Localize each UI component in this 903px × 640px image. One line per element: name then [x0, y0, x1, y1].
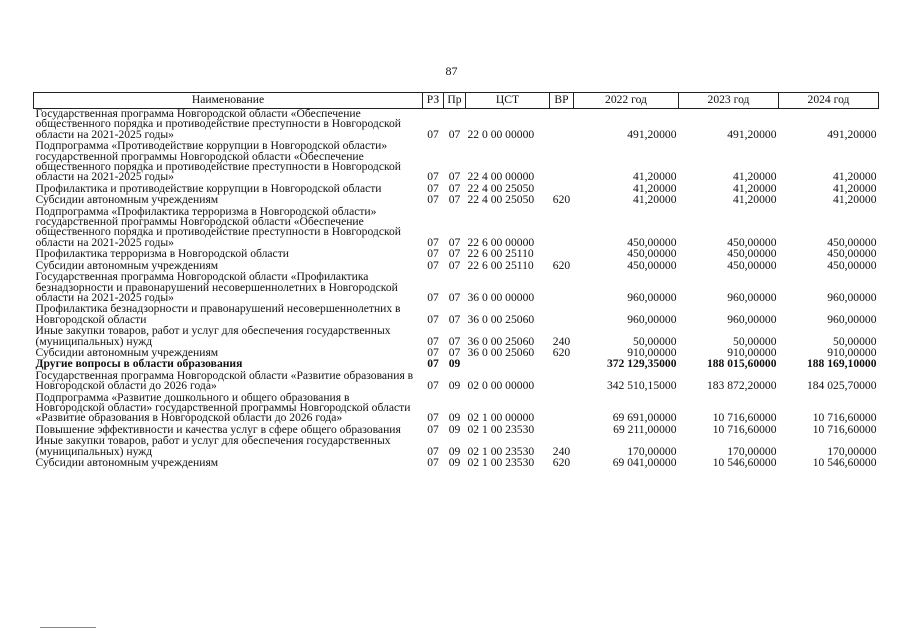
row-name: Подпрограмма «Противодействие коррупции в Новгородской области» государственной программы Новгородской области «Обеспечение общественного порядка и противодействие преступности в Новгородской области на 2021-2025 годы» — [35, 139, 402, 184]
table-row — [34, 109, 879, 141]
row-value-2023: 491,20000 — [727, 127, 777, 141]
row-rz: 07 — [427, 181, 439, 195]
row-value-2024: 184 025,70000 — [806, 379, 877, 393]
row-value-2024: 450,00000 — [827, 235, 877, 249]
header-rz: РЗ — [423, 93, 444, 109]
page-number: 87 — [445, 64, 458, 78]
header-name: Наименование — [34, 93, 423, 109]
header-vr: ВР — [550, 93, 574, 109]
row-value-2024: 50,00000 — [833, 334, 877, 348]
row-value-2022: 450,00000 — [627, 258, 677, 272]
row-value-2023: 960,00000 — [727, 290, 777, 304]
row-rz: 07 — [427, 193, 439, 207]
row-value-2024: 491,20000 — [827, 127, 877, 141]
row-name: Профилактика безнадзорности и правонарушений несовершеннолетних в Новгородской области — [35, 302, 401, 326]
row-value-2022: 450,00000 — [627, 235, 677, 249]
row-pr: 09 — [448, 411, 461, 425]
row-value-2022: 69 041,00000 — [612, 456, 677, 469]
row-value-2023: 41,20000 — [733, 193, 777, 207]
row-name: Иные закупки товаров, работ и услуг для обеспечения государственных (муниципальных) нужд — [35, 324, 391, 348]
row-rz: 07 — [427, 357, 439, 371]
row-rz: 07 — [427, 379, 439, 393]
row-pr: 07 — [448, 235, 461, 249]
header-2022: 2022 год — [574, 93, 679, 109]
row-value-2022: 910,00000 — [627, 345, 677, 359]
row-vr — [550, 271, 574, 303]
row-name: Государственная программа Новгородской области «Профилактика безнадзорности и правонарушений несовершеннолетних в Новгородской области на 2021-2025 годы» — [35, 270, 398, 304]
row-value-2024: 10 716,60000 — [812, 411, 877, 425]
row-vr — [550, 370, 574, 392]
row-vr: 620 — [552, 456, 571, 469]
footer-rule — [40, 627, 96, 628]
header-cst: ЦСТ — [466, 93, 550, 109]
row-rz: 07 — [427, 258, 439, 272]
row-value-2023: 170,00000 — [727, 444, 777, 458]
row-name: Иные закупки товаров, работ и услуг для обеспечения государственных (муниципальных) нужд — [35, 434, 391, 458]
row-rz: 07 — [427, 247, 439, 261]
row-name: Повышение эффективности и качества услуг в сфере общего образования — [35, 422, 401, 436]
row-cst: 36 0 00 25060 — [467, 312, 535, 326]
row-value-2024: 10 546,60000 — [812, 456, 877, 469]
row-value-2023: 450,00000 — [727, 247, 777, 261]
budget-table — [33, 92, 879, 468]
row-cst: 22 4 00 25050 — [467, 193, 535, 207]
row-cst: 36 0 00 25060 — [467, 334, 535, 348]
row-vr — [550, 424, 574, 435]
row-pr: 07 — [448, 247, 461, 261]
row-pr: 07 — [448, 290, 461, 304]
table-row — [34, 370, 879, 392]
row-vr: 620 — [552, 193, 571, 207]
row-rz: 07 — [427, 170, 439, 184]
row-value-2023: 41,20000 — [733, 170, 777, 184]
table-row — [34, 392, 879, 424]
row-pr: 07 — [448, 170, 461, 184]
row-vr — [550, 358, 574, 369]
row-vr — [550, 206, 574, 249]
row-value-2024: 10 716,60000 — [812, 422, 877, 436]
row-value-2023: 960,00000 — [727, 312, 777, 326]
row-cst: 22 4 00 00000 — [467, 170, 535, 184]
row-vr: 620 — [552, 345, 571, 359]
row-value-2024: 960,00000 — [827, 312, 877, 326]
row-value-2022: 41,20000 — [633, 193, 677, 207]
row-rz: 07 — [427, 127, 439, 141]
row-vr — [550, 140, 574, 183]
row-name: Профилактика и противодействие коррупции в Новгородской области — [35, 181, 382, 195]
row-name: Другие вопросы в области образования — [35, 357, 243, 371]
header-pr: Пр — [444, 93, 466, 109]
table-row — [34, 457, 879, 468]
row-value-2022: 50,00000 — [633, 334, 677, 348]
row-rz: 07 — [427, 235, 439, 249]
row-vr — [550, 303, 574, 325]
row-value-2024: 450,00000 — [827, 247, 877, 261]
row-cst: 02 0 00 00000 — [467, 379, 535, 393]
row-cst: 22 4 00 25050 — [467, 181, 535, 195]
row-pr: 09 — [448, 379, 461, 393]
row-value-2024: 41,20000 — [833, 193, 877, 207]
row-cst: 36 0 00 00000 — [467, 290, 535, 304]
row-value-2023: 188 015,60000 — [706, 357, 777, 371]
table-row — [34, 271, 879, 303]
row-rz: 07 — [427, 422, 439, 436]
row-vr: 620 — [552, 258, 571, 272]
row-value-2024: 41,20000 — [833, 181, 877, 195]
row-name: Государственная программа Новгородской области «Развитие образования в Новгородской области до 2026 года» — [35, 368, 414, 393]
row-name: Подпрограмма «Профилактика терроризма в Новгородской области» государственной программы Новгородской области «Обеспечение общественного порядка и противодействие преступности в Новгородской области на 2021-2025 годы» — [35, 204, 402, 249]
row-name: Профилактика терроризма в Новгородской области — [35, 247, 289, 261]
row-rz: 07 — [427, 456, 439, 469]
row-value-2023: 10 716,60000 — [712, 411, 777, 425]
row-value-2024: 450,00000 — [827, 258, 877, 272]
row-value-2023: 910,00000 — [727, 345, 777, 359]
table-row — [34, 194, 879, 205]
row-vr: 240 — [552, 334, 571, 348]
row-pr: 07 — [448, 334, 461, 348]
header-2023: 2023 год — [679, 93, 779, 109]
row-value-2024: 170,00000 — [827, 444, 877, 458]
table-body — [34, 109, 879, 469]
row-value-2024: 188 169,10000 — [806, 357, 877, 371]
row-value-2023: 450,00000 — [727, 258, 777, 272]
row-value-2022: 41,20000 — [633, 181, 677, 195]
row-value-2022: 372 129,35000 — [606, 357, 677, 371]
row-vr — [550, 248, 574, 259]
row-value-2022: 960,00000 — [627, 290, 677, 304]
row-value-2023: 50,00000 — [733, 334, 777, 348]
table-row — [34, 206, 879, 249]
row-value-2022: 41,20000 — [633, 170, 677, 184]
row-pr: 07 — [448, 312, 461, 326]
row-value-2023: 10 546,60000 — [712, 456, 777, 469]
row-rz: 07 — [427, 290, 439, 304]
table-row — [34, 435, 879, 457]
row-cst: 22 0 00 00000 — [467, 127, 535, 141]
row-value-2024: 910,00000 — [827, 345, 877, 359]
row-cst: 02 1 00 23530 — [467, 422, 535, 436]
row-value-2022: 69 211,00000 — [613, 422, 677, 436]
row-name: Субсидии автономным учреждениям — [35, 258, 219, 272]
row-name: Государственная программа Новгородской области «Обеспечение общественного порядка и противодействие преступности в Новгородской области на 2021-2025 годы» — [35, 107, 402, 141]
row-pr: 09 — [448, 422, 461, 436]
row-cst — [466, 358, 550, 369]
row-cst: 22 6 00 25110 — [467, 258, 534, 272]
row-value-2022: 170,00000 — [627, 444, 677, 458]
row-name: Субсидии автономным учреждениям — [35, 456, 219, 469]
row-value-2023: 41,20000 — [733, 181, 777, 195]
row-cst: 22 6 00 00000 — [467, 235, 535, 249]
row-pr: 09 — [448, 357, 461, 371]
row-pr: 07 — [448, 181, 461, 195]
row-rz: 07 — [427, 312, 439, 326]
row-cst: 22 6 00 25110 — [467, 247, 534, 261]
row-pr: 07 — [448, 258, 461, 272]
row-cst: 02 1 00 23530 — [467, 444, 535, 458]
row-cst: 36 0 00 25060 — [467, 345, 535, 359]
row-rz: 07 — [427, 334, 439, 348]
row-name: Субсидии автономным учреждениям — [35, 193, 219, 207]
table-row — [34, 325, 879, 347]
row-name: Субсидии автономным учреждениям — [35, 345, 219, 359]
table-row — [34, 248, 879, 259]
table-row — [34, 140, 879, 183]
row-pr: 07 — [448, 193, 461, 207]
row-cst: 02 1 00 23530 — [467, 456, 535, 469]
row-value-2023: 450,00000 — [727, 235, 777, 249]
row-value-2022: 69 691,00000 — [612, 411, 677, 425]
table-row — [34, 303, 879, 325]
row-cst: 02 1 00 00000 — [467, 411, 535, 425]
row-pr: 07 — [448, 345, 461, 359]
header-2024: 2024 год — [779, 93, 879, 109]
row-name: Подпрограмма «Развитие дошкольного и общего образования в Новгородской области» государственной программы Новгородской области «Развитие образования в Новгородской области до 2026 года» — [35, 390, 411, 425]
row-value-2022: 960,00000 — [627, 312, 677, 326]
row-value-2024: 41,20000 — [833, 170, 877, 184]
row-value-2023: 10 716,60000 — [712, 422, 777, 436]
row-rz: 07 — [427, 444, 439, 458]
row-rz: 07 — [427, 411, 439, 425]
row-pr: 09 — [448, 456, 461, 469]
row-vr — [550, 392, 574, 424]
row-vr — [550, 109, 574, 141]
row-pr: 09 — [448, 444, 461, 458]
row-value-2022: 450,00000 — [627, 247, 677, 261]
row-pr: 07 — [448, 127, 461, 141]
row-value-2022: 491,20000 — [627, 127, 677, 141]
row-rz: 07 — [427, 345, 439, 359]
row-value-2024: 960,00000 — [827, 290, 877, 304]
row-vr: 240 — [552, 444, 571, 458]
row-value-2023: 183 872,20000 — [706, 379, 777, 393]
row-value-2022: 342 510,15000 — [606, 379, 677, 393]
